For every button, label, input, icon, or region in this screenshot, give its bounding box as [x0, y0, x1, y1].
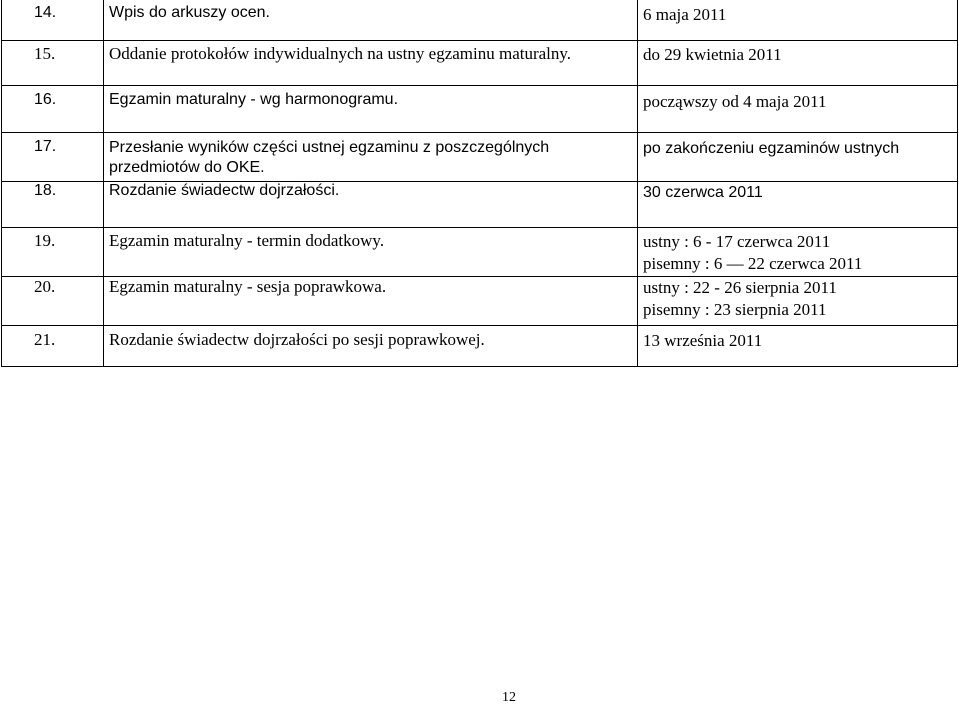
date-line: pisemny : 6 — 22 czerwca 2011 [643, 254, 863, 273]
date-line: począwszy od 4 maja 2011 [643, 92, 827, 111]
date-line: 30 czerwca 2011 [643, 184, 763, 201]
task-text: Egzamin maturalny - termin dodatkowy. [104, 228, 638, 277]
date-line: po zakończeniu egzaminów ustnych [643, 140, 900, 157]
page-number: 12 [502, 690, 516, 705]
table-row [2, 228, 958, 277]
date-line: 13 września 2011 [643, 331, 763, 350]
date-cell [638, 182, 958, 228]
date-cell [638, 228, 958, 277]
date-line: pisemny : 23 sierpnia 2011 [643, 300, 827, 319]
date-cell [638, 86, 958, 133]
table-row [2, 86, 958, 133]
table-row [2, 133, 958, 182]
table-row [2, 277, 958, 326]
task-text-content: Przesłanie wyników części ustnej egzaminu z poszczególnych przedmiotów do OKE. [109, 139, 550, 176]
row-number: 16. [2, 86, 104, 133]
row-number: 15. [2, 41, 104, 86]
date-cell [638, 133, 958, 182]
row-number: 21. [2, 326, 104, 367]
schedule-table [1, 0, 958, 367]
date-line: ustny : 22 - 26 sierpnia 2011 [643, 278, 837, 297]
date-line: do 29 kwietnia 2011 [643, 45, 782, 64]
task-text: Wpis do arkuszy ocen. [104, 0, 638, 41]
row-number: 14. [2, 0, 104, 41]
row-number: 19. [2, 228, 104, 277]
task-text [104, 133, 638, 182]
task-text: Rozdanie świadectw dojrzałości. [104, 182, 638, 228]
table-row [2, 41, 958, 86]
row-number: 20. [2, 277, 104, 326]
task-text: Rozdanie świadectw dojrzałości po sesji poprawkowej. [104, 326, 638, 367]
date-cell [638, 41, 958, 86]
task-text: Oddanie protokołów indywidualnych na ustny egzaminu maturalny. [104, 41, 638, 86]
date-cell [638, 0, 958, 41]
table-row [2, 326, 958, 367]
date-cell [638, 277, 958, 326]
task-text: Egzamin maturalny - sesja poprawkowa. [104, 277, 638, 326]
task-text: Egzamin maturalny - wg harmonogramu. [104, 86, 638, 133]
row-number: 18. [2, 182, 104, 228]
table-row [2, 182, 958, 228]
row-number: 17. [2, 133, 104, 182]
date-cell [638, 326, 958, 367]
date-line: 6 maja 2011 [643, 5, 727, 24]
table-row [2, 0, 958, 41]
date-line: ustny : 6 - 17 czerwca 2011 [643, 232, 831, 251]
